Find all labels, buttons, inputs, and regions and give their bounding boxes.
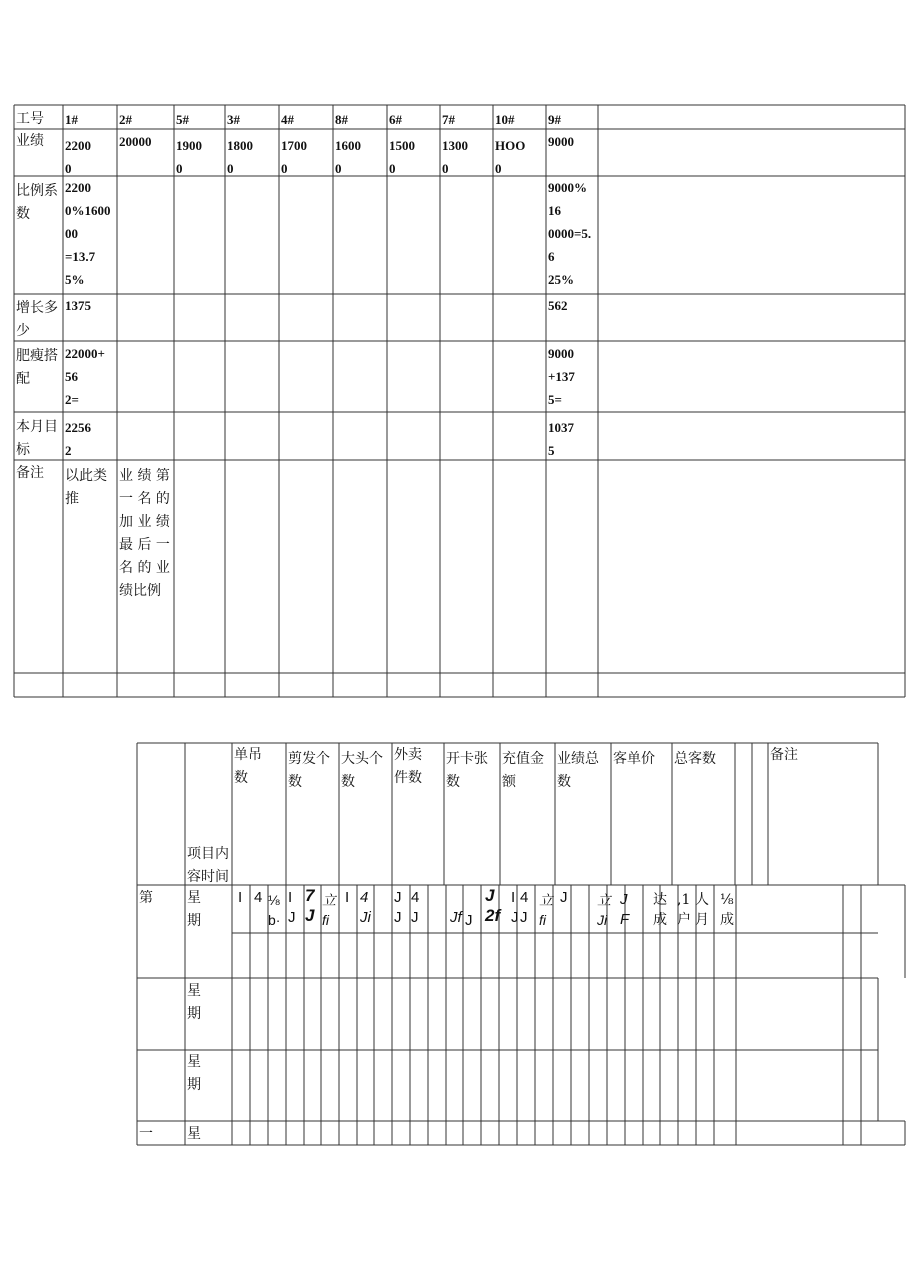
glyph-cell: ,1 户 xyxy=(677,892,691,928)
row-label-week: 第 xyxy=(139,890,153,906)
glyph-cell: 人 月 xyxy=(695,892,709,928)
table-cell: 1900 0 xyxy=(176,138,202,176)
header-haircut: 剪发个 数 xyxy=(288,751,330,790)
glyph-cell: J 2f xyxy=(485,886,501,925)
header-staff-number: 工号 xyxy=(16,111,44,127)
table-cell: 1037 5 xyxy=(548,420,574,458)
header-remarks: 备注 xyxy=(770,747,798,763)
header-topup: 充值金 额 xyxy=(502,751,544,790)
table-cell: 9000 +137 5= xyxy=(548,346,575,407)
glyph-cell: Jf xyxy=(450,909,462,926)
header-photo: 大头个 数 xyxy=(341,751,383,790)
glyph-cell: 立 fi xyxy=(539,892,553,928)
row-label-weekday: 星 xyxy=(187,1126,201,1142)
glyph-cell: 达 成 xyxy=(653,892,667,928)
table-cell: 9000% 16 0000=5. 6 25% xyxy=(548,180,592,287)
header-unit-price: 客单价 xyxy=(613,751,655,767)
header-col-7: 6# xyxy=(389,112,402,127)
row-label-remarks: 备注 xyxy=(16,465,44,481)
table-cell: 以此类 推 xyxy=(65,468,107,507)
row-label-weekday: 星 期 xyxy=(187,1054,201,1093)
table-cell: 1500 0 xyxy=(389,138,415,176)
row-label-weekday: 星 期 xyxy=(187,890,201,929)
row-label-growth: 增长多 少 xyxy=(16,300,58,339)
table-cell: 2256 2 xyxy=(65,420,91,458)
row-label-monthly-target: 本月目 标 xyxy=(16,419,58,458)
row-label-one: 一 xyxy=(139,1126,153,1142)
table-cell: 1700 0 xyxy=(281,138,307,176)
glyph-cell: J F xyxy=(620,891,630,928)
corner-label: 项目内 容时间 xyxy=(187,846,229,885)
row-label-balance: 肥瘦搭 配 xyxy=(16,348,58,387)
table-cell: 562 xyxy=(548,298,568,313)
glyph-cell: I xyxy=(345,889,350,906)
table-cell: 业 绩 第 一 名 的 加 业 绩 最 后 一 名 的 业 绩比例 xyxy=(119,468,170,599)
table-cell: 2200 0%1600 00 =13.7 5% xyxy=(65,180,111,287)
glyph-cell: I xyxy=(238,889,243,906)
glyph-cell: ⅛ b· xyxy=(268,892,281,928)
table-cell: 2200 0 xyxy=(65,138,91,176)
table-cell: 22000+ 56 2= xyxy=(65,346,105,407)
table-cell: 1600 0 xyxy=(335,138,361,176)
header-customers: 总客数 xyxy=(674,751,716,767)
table-cell: HOO 0 xyxy=(495,138,526,176)
header-col-1: 1# xyxy=(65,112,78,127)
glyph-cell: 4 xyxy=(254,889,263,906)
header-col-2: 2# xyxy=(119,112,132,127)
glyph-cell: ⅛ 成 xyxy=(720,892,734,928)
table-cell: 20000 xyxy=(119,134,152,149)
header-takeaway: 外卖 件数 xyxy=(394,747,422,786)
header-col-9: 10# xyxy=(495,112,515,127)
table-cell: 9000 xyxy=(548,134,574,149)
glyph-cell: J xyxy=(465,912,473,929)
header-cards: 开卡张 数 xyxy=(446,751,488,790)
glyph-cell: 7 J xyxy=(305,886,315,925)
header-col-10: 9# xyxy=(548,112,561,127)
row-label-weekday: 星 期 xyxy=(187,983,201,1022)
header-col-3: 5# xyxy=(176,112,189,127)
table-cell: 1375 xyxy=(65,298,91,313)
header-col-8: 7# xyxy=(442,112,455,127)
header-single: 单吊 数 xyxy=(234,747,262,786)
header-col-5: 4# xyxy=(281,112,294,127)
glyph-cell: I J xyxy=(511,889,519,926)
table-cell: 1300 0 xyxy=(442,138,468,176)
table-cell: 1800 0 xyxy=(227,138,253,176)
glyph-cell: 立 fi xyxy=(322,892,336,928)
glyph-cell: I J xyxy=(288,889,296,926)
row-label-performance: 业绩 xyxy=(16,133,44,149)
header-col-4: 3# xyxy=(227,112,240,127)
glyph-cell: 4 Ji xyxy=(360,889,371,926)
glyph-cell: 立 Ji xyxy=(597,892,611,928)
glyph-cell: 4 J xyxy=(520,889,529,926)
glyph-cell: 4 J xyxy=(411,889,420,926)
header-col-6: 8# xyxy=(335,112,348,127)
glyph-cell: J xyxy=(560,889,568,906)
row-label-ratio: 比例系 数 xyxy=(16,183,58,222)
glyph-cell: J J xyxy=(394,889,402,926)
header-total: 业绩总 数 xyxy=(557,751,599,790)
